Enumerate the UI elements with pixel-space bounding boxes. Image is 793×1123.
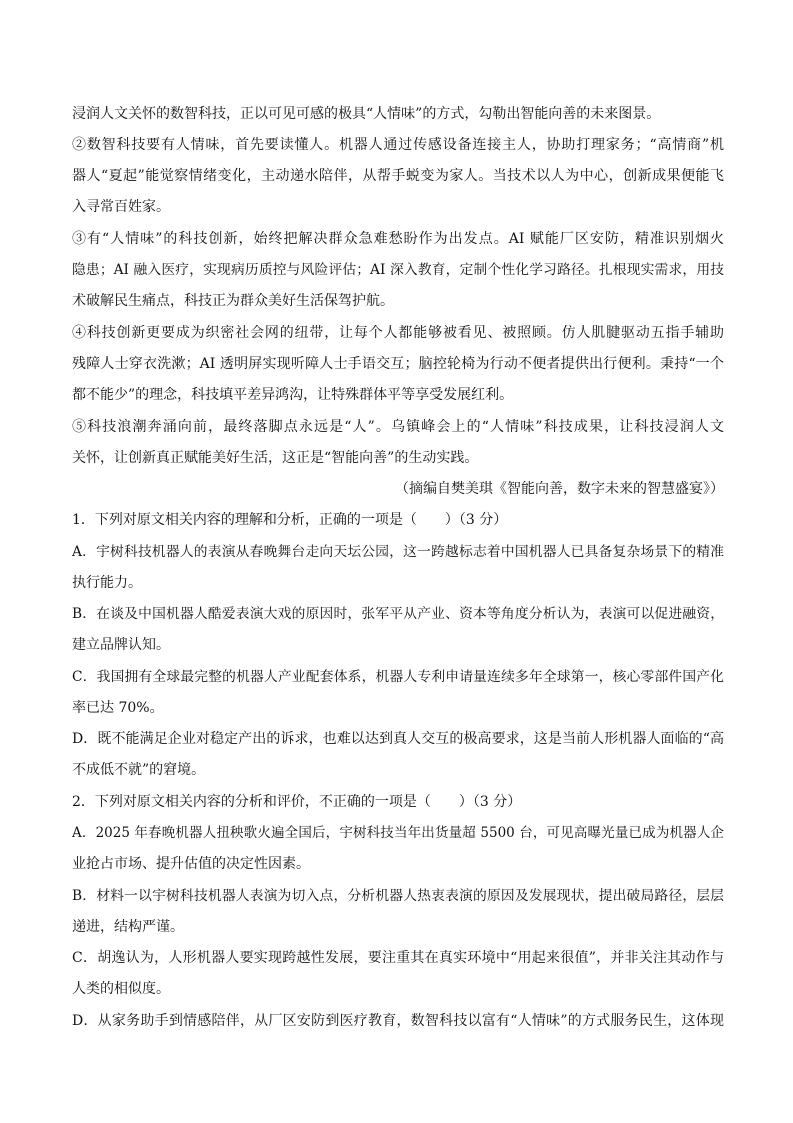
paragraph-4-line-3: 都不能少”的理念，科技填平差异鸿沟，让特殊群体平等享受发展红利。: [72, 387, 514, 403]
question-1-option-a-line-1: A．宇树科技机器人的表演从春晚舞台走向天坛公园，这一跨越标志着中国机器人已具备复杂场景下的精准: [72, 544, 724, 560]
question-2-option-d-line-1: D．从家务助手到情感陪伴，从厂区安防到医疗教育，数智科技以富有“人情味”的方式服务民生，这体现: [72, 1013, 724, 1029]
question-1-stem: 1．下列对原文相关内容的理解和分析，正确的一项是（ ）（3 分）: [72, 512, 508, 528]
paragraph-5-line-1: ⑤科技浪潮奔涌向前，最终落脚点永远是“人”。乌镇峰会上的“人情味”科技成果，让科技浸润人文: [72, 419, 724, 435]
paragraph-2-line-1: ②数智科技要有人情味，首先要读懂人。机器人通过传感设备连接主人，协助打理家务；“高情商”机: [72, 137, 724, 153]
paragraph-3-line-1: ③有“人情味”的科技创新，始终把解决群众急难愁盼作为出发点。AI 赋能厂区安防，精准识别烟火: [72, 231, 724, 247]
question-2-stem: 2．下列对原文相关内容的分析和评价，不正确的一项是（ ）（3 分）: [72, 794, 522, 810]
question-2-option-a-line-1: A．2025 年春晚机器人扭秧歌火遍全国后，宇树科技当年出货量超 5500 台，可见高曝光量已成为机器人企: [72, 825, 724, 841]
question-2-option-c-line-1: C．胡逸认为，人形机器人要实现跨越性发展，要注重其在真实环境中“用起来很值”，并非关注其动作与: [72, 950, 724, 966]
paragraph-5-line-2: 关怀，让创新真正赋能美好生活，这正是“智能向善”的生动实践。: [72, 450, 479, 466]
paragraph-intro-line: 浸润人文关怀的数智科技，正以可见可感的极具“人情味”的方式，勾勒出智能向善的未来图景。: [72, 106, 661, 122]
paragraph-3-line-2: 隐患；AI 融入医疗，实现病历质控与风险评估；AI 深入教育，定制个性化学习路径。扎根现实需求，用技: [72, 262, 724, 278]
paragraph-4-line-1: ④科技创新更要成为织密社会网的纽带，让每个人都能够被看见、被照顾。仿人肌腱驱动五指手辅助: [72, 325, 724, 341]
question-2-option-b-line-1: B．材料一以宇树科技机器人表演为切入点，分析机器人热衷表演的原因及发展现状，提出破局路径，层层: [72, 888, 724, 904]
paragraph-4-line-2: 残障人士穿衣洗漱；AI 透明屏实现听障人士手语交互；脑控轮椅为行动不便者提供出行便利。秉持“一个: [72, 356, 724, 372]
paragraph-2-line-3: 入寻常百姓家。: [72, 199, 170, 215]
question-1-option-d-line-1: D．既不能满足企业对稳定产出的诉求，也难以达到真人交互的极高要求，这是当前人形机器人面临的“高: [72, 731, 724, 747]
question-1-option-c-line-2: 率已达 70%。: [72, 700, 164, 716]
question-1-option-c-line-1: C．我国拥有全球最完整的机器人产业配套体系，机器人专利申请量连续多年全球第一，核心零部件国产化: [72, 669, 724, 685]
question-1-option-b-line-2: 建立品牌认知。: [72, 637, 170, 653]
question-2-option-a-line-2: 业抢占市场、提升估值的决定性因素。: [72, 856, 310, 872]
question-1-option-d-line-2: 不成低不就”的窘境。: [72, 762, 206, 778]
paragraph-3-line-3: 术破解民生痛点，科技正为群众美好生活保驾护航。: [72, 293, 394, 309]
paragraph-2-line-2: 器人“夏起”能觉察情绪变化，主动递水陪伴，从帮手蜕变为家人。当技术以人为中心，创新成果便能飞: [72, 168, 724, 184]
question-1-option-b-line-1: B．在谈及中国机器人酷爱表演大戏的原因时，张军平从产业、资本等角度分析认为，表演可以促进融资，: [72, 606, 724, 622]
question-1-option-a-line-2: 执行能力。: [72, 575, 142, 591]
source-citation: （摘编自樊美琪《智能向善，数字未来的智慧盛宴》）: [395, 481, 724, 497]
question-2-option-c-line-2: 人类的相似度。: [72, 981, 170, 997]
question-2-option-b-line-2: 递进，结构严谨。: [72, 919, 184, 935]
